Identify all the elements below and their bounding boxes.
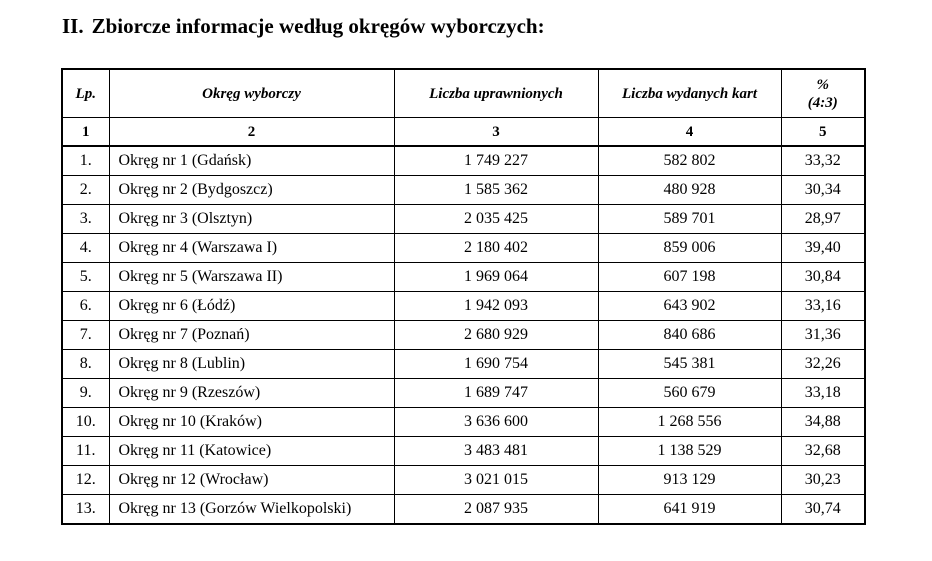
cell-district: Okręg nr 12 (Wrocław): [109, 466, 394, 495]
cell-lp: 2.: [62, 176, 109, 205]
cell-percent: 28,97: [781, 205, 865, 234]
cell-issued: 589 701: [598, 205, 781, 234]
cell-lp: 10.: [62, 408, 109, 437]
table-row: [62, 466, 865, 495]
table-body: [62, 146, 865, 524]
cell-percent: 33,32: [781, 146, 865, 176]
table-row: [62, 292, 865, 321]
header-percent-formula: (4:3): [807, 94, 838, 111]
districts-table: [61, 68, 866, 525]
cell-district: Okręg nr 4 (Warszawa I): [109, 234, 394, 263]
header-percent: [781, 69, 865, 118]
cell-eligible: 1 690 754: [394, 350, 598, 379]
cell-percent: 30,74: [781, 495, 865, 525]
cell-eligible: 2 680 929: [394, 321, 598, 350]
cell-eligible: 2 180 402: [394, 234, 598, 263]
table-row: [62, 350, 865, 379]
header-percent-symbol: %: [816, 76, 829, 93]
cell-issued: 560 679: [598, 379, 781, 408]
column-number: 5: [781, 118, 865, 147]
cell-issued: 913 129: [598, 466, 781, 495]
cell-eligible: 1 585 362: [394, 176, 598, 205]
cell-district: Okręg nr 11 (Katowice): [109, 437, 394, 466]
header-lp: Lp.: [62, 69, 109, 118]
cell-percent: 39,40: [781, 234, 865, 263]
column-number: 3: [394, 118, 598, 147]
cell-lp: 9.: [62, 379, 109, 408]
cell-lp: 11.: [62, 437, 109, 466]
cell-issued: 859 006: [598, 234, 781, 263]
cell-district: Okręg nr 13 (Gorzów Wielkopolski): [109, 495, 394, 525]
table-row: [62, 495, 865, 525]
cell-eligible: 2 035 425: [394, 205, 598, 234]
cell-issued: 641 919: [598, 495, 781, 525]
table-row: [62, 234, 865, 263]
table-row: [62, 321, 865, 350]
cell-eligible: 2 087 935: [394, 495, 598, 525]
section-title: Zbiorcze informacje według okręgów wyborczych:: [91, 14, 545, 38]
cell-district: Okręg nr 3 (Olsztyn): [109, 205, 394, 234]
column-number: 4: [598, 118, 781, 147]
cell-issued: 545 381: [598, 350, 781, 379]
cell-issued: 1 268 556: [598, 408, 781, 437]
cell-issued: 1 138 529: [598, 437, 781, 466]
cell-percent: 33,18: [781, 379, 865, 408]
table-row: [62, 263, 865, 292]
cell-district: Okręg nr 2 (Bydgoszcz): [109, 176, 394, 205]
cell-eligible: 1 689 747: [394, 379, 598, 408]
table-row: [62, 176, 865, 205]
cell-issued: 480 928: [598, 176, 781, 205]
cell-lp: 4.: [62, 234, 109, 263]
cell-district: Okręg nr 8 (Lublin): [109, 350, 394, 379]
table-row: [62, 437, 865, 466]
column-numbers-row: [62, 118, 865, 147]
section-heading: [62, 14, 545, 39]
table-row: [62, 379, 865, 408]
cell-issued: 840 686: [598, 321, 781, 350]
cell-lp: 1.: [62, 146, 109, 176]
cell-percent: 30,23: [781, 466, 865, 495]
cell-lp: 8.: [62, 350, 109, 379]
table-row: [62, 146, 865, 176]
cell-percent: 34,88: [781, 408, 865, 437]
cell-eligible: 1 969 064: [394, 263, 598, 292]
cell-district: Okręg nr 1 (Gdańsk): [109, 146, 394, 176]
cell-district: Okręg nr 10 (Kraków): [109, 408, 394, 437]
cell-eligible: 1 942 093: [394, 292, 598, 321]
section-number: II.: [62, 14, 84, 38]
cell-percent: 33,16: [781, 292, 865, 321]
cell-percent: 30,34: [781, 176, 865, 205]
header-eligible: Liczba uprawnionych: [394, 69, 598, 118]
cell-district: Okręg nr 6 (Łódź): [109, 292, 394, 321]
cell-lp: 13.: [62, 495, 109, 525]
cell-lp: 12.: [62, 466, 109, 495]
cell-district: Okręg nr 7 (Poznań): [109, 321, 394, 350]
cell-lp: 3.: [62, 205, 109, 234]
cell-percent: 32,68: [781, 437, 865, 466]
header-district: Okręg wyborczy: [109, 69, 394, 118]
cell-percent: 31,36: [781, 321, 865, 350]
cell-eligible: 1 749 227: [394, 146, 598, 176]
table-row: [62, 205, 865, 234]
cell-percent: 30,84: [781, 263, 865, 292]
cell-district: Okręg nr 9 (Rzeszów): [109, 379, 394, 408]
cell-eligible: 3 483 481: [394, 437, 598, 466]
cell-lp: 7.: [62, 321, 109, 350]
table-row: [62, 408, 865, 437]
cell-lp: 5.: [62, 263, 109, 292]
cell-issued: 643 902: [598, 292, 781, 321]
header-issued: Liczba wydanych kart: [598, 69, 781, 118]
cell-issued: 582 802: [598, 146, 781, 176]
cell-lp: 6.: [62, 292, 109, 321]
column-number: 2: [109, 118, 394, 147]
column-number: 1: [62, 118, 109, 147]
table-header-row: [62, 69, 865, 118]
cell-eligible: 3 636 600: [394, 408, 598, 437]
cell-issued: 607 198: [598, 263, 781, 292]
cell-percent: 32,26: [781, 350, 865, 379]
cell-eligible: 3 021 015: [394, 466, 598, 495]
cell-district: Okręg nr 5 (Warszawa II): [109, 263, 394, 292]
